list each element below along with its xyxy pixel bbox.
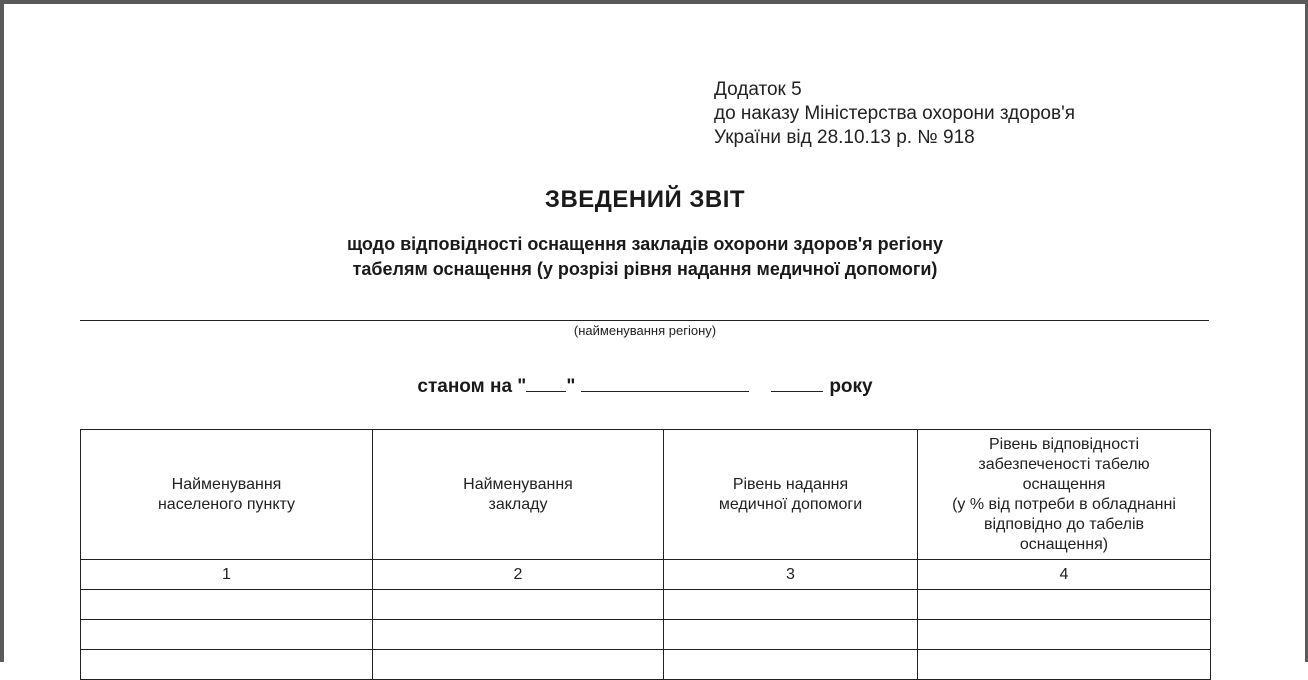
region-fill-line[interactable] [80,320,1209,321]
table-cell[interactable] [81,620,373,650]
table-cell[interactable] [81,590,373,620]
table-row [81,590,1211,620]
report-subtitle [0,232,1290,282]
table-row [81,620,1211,650]
column-number: 4 [918,560,1211,590]
table-cell[interactable] [918,620,1211,650]
appendix-line-2: до наказу Міністерства охорони здоров'я [714,103,1075,124]
header-compliance-level: Рівень відповідності забезпеченості табелю оснащення (у % від потреби в обладнанні відповідно до табелів оснащення) [918,430,1211,560]
header-care-level: Рівень надання медичної допомоги [664,430,918,560]
appendix-line-3: України від 28.10.13 р. № 918 [714,127,975,148]
table-cell[interactable] [373,620,664,650]
as-of-date-line [0,376,1290,398]
header-facility: Найменування закладу [373,430,664,560]
table-cell[interactable] [664,620,918,650]
report-title: ЗВЕДЕНИЙ ЗВІТ [544,186,746,213]
table-row [81,650,1211,680]
table-cell[interactable] [918,650,1211,680]
table-cell[interactable] [918,590,1211,620]
table-cell[interactable] [373,590,664,620]
table-cell[interactable] [664,650,918,680]
day-blank[interactable] [526,377,566,392]
table-cell[interactable] [664,590,918,620]
column-number-row [81,560,1211,590]
as-of-suffix: року [829,376,873,397]
header-settlement: Найменування населеного пункту [81,430,373,560]
as-of-prefix: станом на " [417,376,527,397]
column-number: 3 [664,560,918,590]
table-cell[interactable] [373,650,664,680]
table-cell[interactable] [81,650,373,680]
year-blank[interactable] [771,377,823,392]
appendix-line-1: Додаток 5 [714,79,802,100]
as-of-quote-close: " [566,376,576,397]
table-header-row [81,430,1211,560]
report-table [80,429,1211,680]
column-number: 2 [373,560,664,590]
region-caption: (найменування регіону) [573,323,717,338]
subtitle-line-2: табелям оснащення (у розрізі рівня надання медичної допомоги) [352,259,938,279]
subtitle-line-1: щодо відповідності оснащення закладів охорони здоров'я регіону [346,234,944,254]
column-number: 1 [81,560,373,590]
month-blank[interactable] [581,377,749,392]
appendix-note [714,78,1075,150]
